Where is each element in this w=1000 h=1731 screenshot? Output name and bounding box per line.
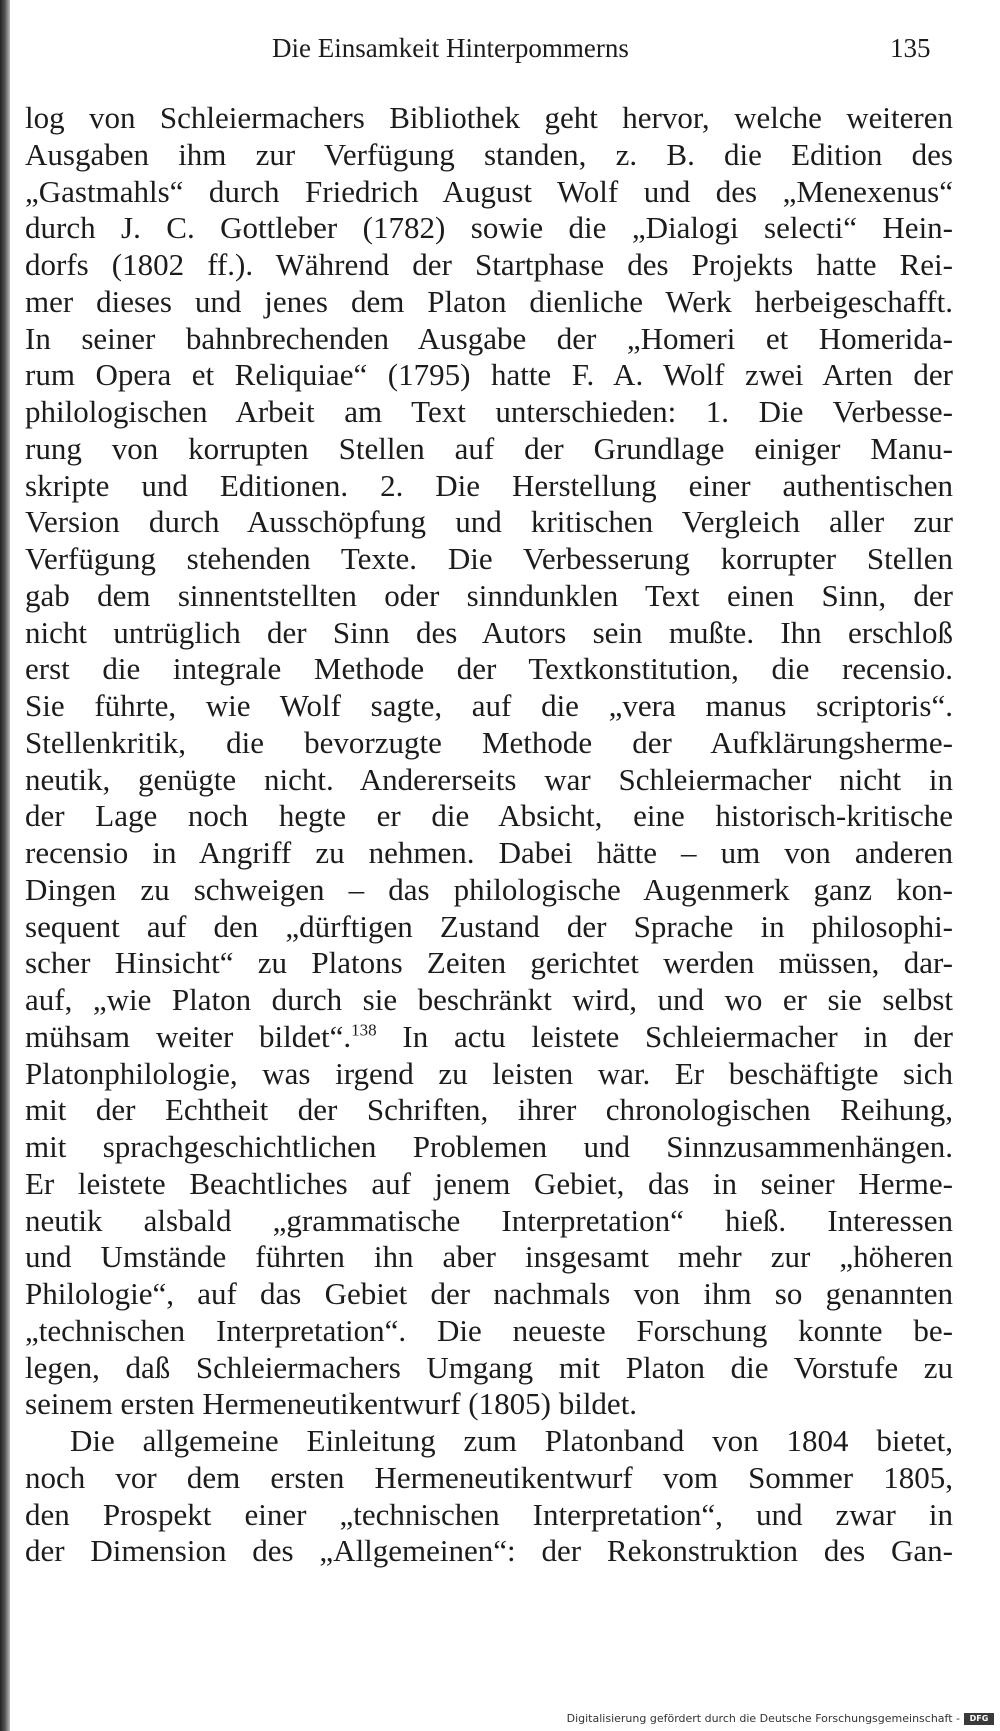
text-line: sequent auf den „dürftigen Zustand der Sprache in philosophi- — [25, 908, 953, 944]
text-line: „Gastmahls“ durch Friedrich August Wolf und des „Menexenus“ — [25, 173, 953, 209]
text-line: log von Schleiermachers Bibliothek geht hervor, welche weiteren — [25, 100, 953, 135]
text-line: der Lage noch hegte er die Absicht, eine historisch-kritische — [25, 798, 953, 834]
text-line: erst die integrale Methode der Textkonstitution, die recensio. — [25, 651, 953, 687]
text-line: mit sprachgeschichtlichen Problemen und Sinnzusammenhängen. — [25, 1129, 953, 1164]
text-line: rum Opera et Reliquiae“ (1795) hatte F. A. Wolf zwei Arten der — [25, 357, 953, 393]
text-line: nicht untrüglich der Sinn des Autors sein mußte. Ihn erschloß — [25, 614, 953, 650]
text-line: Ausgaben ihm zur Verfügung standen, z. B. die Edition des — [25, 136, 953, 172]
running-header-title: Die Einsamkeit Hinterpommerns — [272, 33, 629, 63]
footnote-marker: 138 — [351, 1020, 377, 1040]
text-line: „technischen Interpretation“. Die neueste Forschung konnte be- — [25, 1312, 953, 1348]
text-line: rung von korrupten Stellen auf der Grundlage einiger Manu- — [25, 430, 953, 466]
text-line: und Umstände führten ihn aber insgesamt mehr zur „höheren — [25, 1239, 953, 1275]
text-line: Verfügung stehenden Texte. Die Verbesserung korrupter Stellen — [25, 541, 953, 576]
text-line: gab dem sinnentstellten oder sinndunklen Text einen Sinn, der — [25, 577, 953, 613]
text-line: mit der Echtheit der Schriften, ihrer chronologischen Reihung, — [25, 1092, 953, 1128]
text-line: scher Hinsicht“ zu Platons Zeiten gerichtet werden müssen, dar- — [25, 945, 953, 981]
book-spine-edge — [0, 0, 10, 1731]
text-line: skripte und Editionen. 2. Die Herstellung einer authentischen — [25, 467, 953, 503]
text-line: Sie führte, wie Wolf sagte, auf die „vera manus scriptoris“. — [25, 688, 953, 723]
text-line: der Dimension des „Allgemeinen“: der Rekonstruktion des Gan- — [25, 1533, 953, 1569]
dfg-logo: DFG — [964, 1713, 994, 1725]
text-line: Version durch Ausschöpfung und kritischen Vergleich aller zur — [25, 504, 953, 540]
body-text — [25, 100, 953, 1570]
text-line: neutik alsbald „grammatische Interpretation“ hieß. Interessen — [25, 1202, 953, 1238]
text-line: Er leistete Beachtliches auf jenem Gebiet, das in seiner Herme- — [25, 1165, 953, 1201]
text-line: Stellenkritik, die bevorzugte Methode der Aufklärungsherme- — [25, 724, 953, 760]
text-line: auf, „wie Platon durch sie beschränkt wird, und wo er sie selbst — [25, 982, 953, 1017]
text-line: neutik, genügte nicht. Andererseits war Schleiermacher nicht in — [25, 761, 953, 797]
text-line: philologischen Arbeit am Text unterschieden: 1. Die Verbesse- — [25, 394, 953, 429]
text-line: durch J. C. Gottleber (1782) sowie die „Dialogi selecti“ Hein- — [25, 210, 953, 246]
text-line: Dingen zu schweigen – das philologische Augenmerk ganz kon- — [25, 871, 953, 907]
text-line: legen, daß Schleiermachers Umgang mit Platon die Vorstufe zu — [25, 1349, 953, 1385]
text-line-with-footnote — [25, 1019, 953, 1056]
text-segment: In actu leistete Schleiermacher in der — [376, 1018, 953, 1054]
text-line: Philologie“, auf das Gebiet der nachmals von ihm so genannten — [25, 1276, 953, 1311]
text-line: dorfs (1802 ff.). Während der Startphase des Projekts hatte Rei- — [25, 247, 953, 282]
text-segment: mühsam weiter bildet“. — [25, 1018, 352, 1054]
page-number: 135 — [890, 33, 931, 63]
paragraph-last-line: seinem ersten Hermeneutikentwurf (1805) bildet. — [25, 1386, 638, 1422]
digitization-credit: Digitalisierung gefördert durch die Deutsche Forschungsgemeinschaft - — [566, 1712, 960, 1725]
text-line: noch vor dem ersten Hermeneutikentwurf vom Sommer 1805, — [25, 1459, 953, 1495]
text-line: In seiner bahnbrechenden Ausgabe der „Homeri et Homerida- — [25, 320, 953, 356]
text-line: Platonphilologie, was irgend zu leisten war. Er beschäftigte sich — [25, 1055, 953, 1091]
text-line: mer dieses und jenes dem Platon dienliche Werk herbeigeschafft. — [25, 283, 953, 319]
text-line: recensio in Angriff zu nehmen. Dabei hätte – um von anderen — [25, 835, 953, 870]
paragraph-first-line: Die allgemeine Einleitung zum Platonband von 1804 bietet, — [70, 1423, 953, 1458]
text-line: den Prospekt einer „technischen Interpretation“, und zwar in — [25, 1496, 953, 1532]
